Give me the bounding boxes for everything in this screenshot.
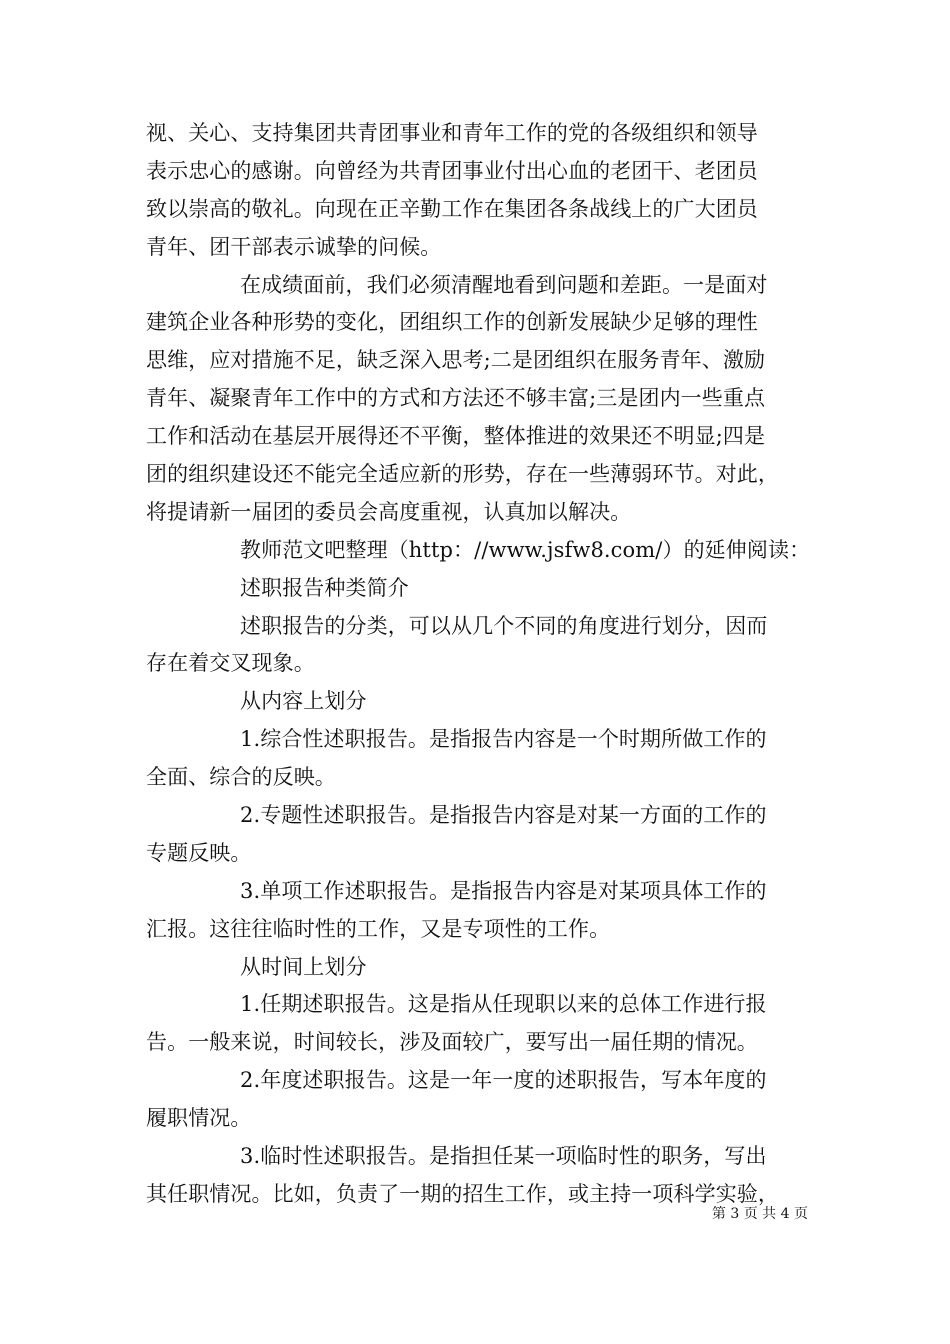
text-line: 其任职情况。比如，负责了一期的招生工作，或主持一项科学实验，	[146, 1181, 779, 1206]
text-line: 团的组织建设还不能完全适应新的形势，存在一些薄弱环节。对此，	[146, 462, 779, 487]
text-line: 思维，应对措施不足，缺乏深入思考;二是团组织在服务青年、激励	[146, 348, 766, 373]
text-line: 1.综合性述职报告。是指报告内容是一个时期所做工作的	[240, 727, 767, 752]
body-text	[146, 115, 811, 1214]
text-line: 表示忠心的感谢。向曾经为共青团事业付出心血的老团干、老团员	[146, 158, 758, 183]
text-line: 3.临时性述职报告。是指担任某一项临时性的职务，写出	[240, 1144, 767, 1169]
text-line: 2.专题性述职报告。是指报告内容是对某一方面的工作的	[240, 803, 767, 828]
text-line: 青年、凝聚青年工作中的方式和方法还不够丰富;三是团内一些重点	[146, 386, 766, 411]
text-line: 建筑企业各种形势的变化，团组织工作的创新发展缺少足够的理性	[146, 310, 758, 335]
text-line: 3.单项工作述职报告。是指报告内容是对某项具体工作的	[240, 878, 767, 903]
text-line: 全面、综合的反映。	[146, 765, 336, 790]
text-line: 在成绩面前，我们必须清醒地看到问题和差距。一是面对	[240, 272, 768, 297]
text-line: 致以崇高的敬礼。向现在正辛勤工作在集团各条战线上的广大团员	[146, 196, 758, 221]
text-line: 告。一般来说，时间较长，涉及面较广，要写出一届任期的情况。	[146, 1030, 758, 1055]
text-line: 汇报。这往往临时性的工作，又是专项性的工作。	[146, 916, 611, 941]
text-line: 工作和活动在基层开展得还不平衡，整体推进的效果还不明显;四是	[146, 424, 766, 449]
section-heading: 述职报告种类简介	[240, 575, 409, 600]
text-line: 青年、团干部表示诚挚的问候。	[146, 234, 442, 259]
text-line: 述职报告的分类，可以从几个不同的角度进行划分，因而	[240, 613, 768, 638]
text-line: 教师范文吧整理（http：//www.jsfw8.com/）的延伸阅读：	[240, 537, 811, 562]
text-line: 存在着交叉现象。	[146, 651, 315, 676]
text-line: 2.年度述职报告。这是一年一度的述职报告，写本年度的	[240, 1068, 767, 1093]
page-number: 第 3 页 共 4 页	[711, 1206, 808, 1222]
section-heading: 从内容上划分	[240, 689, 367, 714]
text-line: 视、关心、支持集团共青团事业和青年工作的党的各级组织和领导	[146, 121, 758, 145]
section-heading: 从时间上划分	[240, 954, 367, 979]
text-line: 专题反映。	[146, 840, 252, 865]
text-line: 履职情况。	[146, 1106, 252, 1131]
text-line: 1.任期述职报告。这是指从任现职以来的总体工作进行报	[240, 992, 767, 1017]
text-line: 将提请新一届团的委员会高度重视，认真加以解决。	[146, 499, 632, 524]
